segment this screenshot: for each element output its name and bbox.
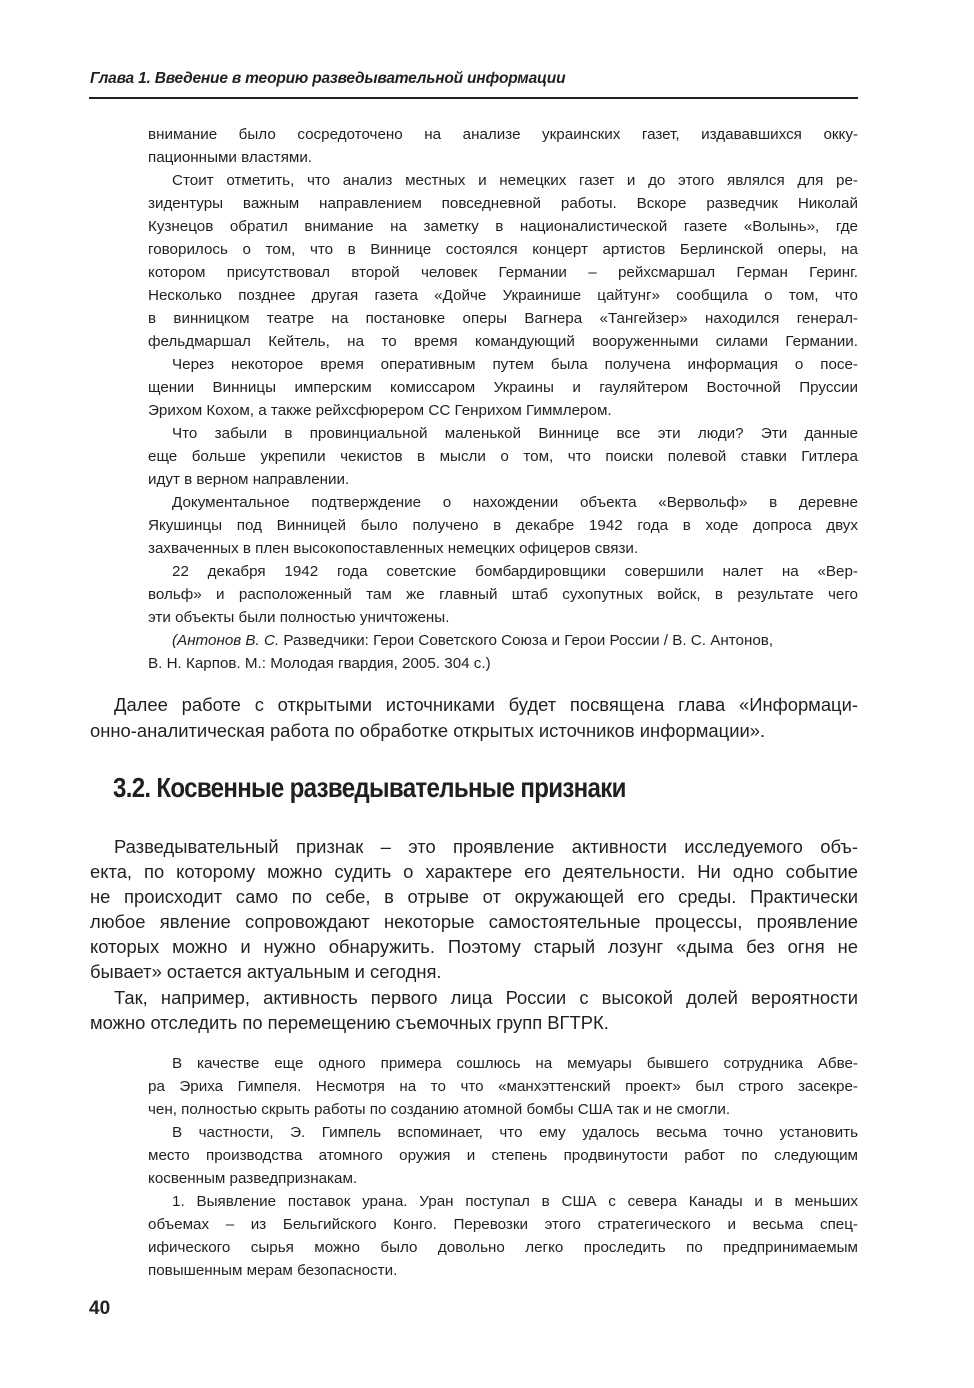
quote-line: внимание было сосредоточено на анализе украинских газет, издававшихся окку-: [148, 126, 858, 143]
quote-line: Кузнецов обратил внимание на заметку в националистической газете «Волынь», где: [148, 218, 858, 235]
quote-line: щении Винницы имперским комиссаром Украины и гауляйтером Восточной Пруссии: [148, 379, 858, 396]
page-number: 40: [89, 1298, 111, 1319]
quote-line: захваченных в плен высокопоставленных немецких офицеров связи.: [148, 540, 639, 557]
citation-author: (Антонов В. С.: [172, 632, 280, 649]
quote-line: Эрихом Кохом, а также рейхсфюрером СС Генрихом Гиммлером.: [148, 402, 612, 419]
body-line: Разведывательный признак – это проявление активности исследуемого объ-: [114, 836, 858, 857]
quote-line: место производства атомного оружия и степень продвинутости работ по следующим: [148, 1147, 858, 1164]
quote-line: пационными властями.: [148, 149, 313, 166]
quote-line: Документальное подтверждение о нахождении объекта «Вервольф» в деревне: [172, 494, 858, 511]
quote-line: В частности, Э. Гимпель вспоминает, что ему удалось весьма точно установить: [172, 1124, 858, 1141]
quote-line: зидентуры важным направлением повседневной работы. Вскоре разведчик Николай: [148, 195, 858, 212]
quote-line: Через некоторое время оперативным путем была получена информация о посе-: [172, 356, 858, 373]
citation-title: Разведчики: Герои Советского Союза и Герои России / В. С. Антонов,: [279, 632, 774, 649]
body-line: которых можно и нужно обнаружить. Поэтому старый лозунг «дыма без огня не: [90, 936, 858, 957]
body-line: екта, по которому можно судить о характере его деятельности. Ни одно событие: [90, 861, 858, 882]
body-line: можно отследить по перемещению съемочных групп ВГТРК.: [90, 1012, 609, 1033]
body-line: не происходит само по себе, в отрыве от окружающей его среды. Практически: [90, 886, 858, 907]
quote-line: В качестве еще одного примера сошлюсь на мемуары бывшего сотрудника Абве-: [172, 1055, 858, 1072]
quote-line: Стоит отметить, что анализ местных и немецких газет и до этого являлся для ре-: [172, 172, 858, 189]
citation-line: [172, 632, 858, 649]
list-item-line: 1. Выявление поставок урана. Уран поступал в США с севера Канады и в меньших: [172, 1193, 858, 1210]
body-line: Далее работе с открытыми источниками будет посвящена глава «Информаци-: [114, 694, 858, 715]
quote-line: вольф» и расположенный там же главный штаб сухопутных войск, в результате чего: [148, 586, 858, 603]
quote-line: чен, полностью скрыть работы по созданию атомной бомбы США так и не смогли.: [148, 1101, 731, 1118]
quote-line: котором присутствовал второй человек Германии – рейхсмаршал Герман Геринг.: [148, 264, 858, 281]
quote-line: в винницком театре на постановке оперы Вагнера «Тангейзер» находился генерал-: [148, 310, 858, 327]
quote-line: Что забыли в провинциальной маленькой Виннице все эти люди? Эти данные: [172, 425, 858, 442]
section-heading: 3.2. Косвенные разведывательные признаки: [113, 772, 626, 803]
quote-line: 22 декабря 1942 года советские бомбардировщики совершили налет на «Вер-: [172, 563, 858, 580]
body-line: любое явление сопровождают некоторые самостоятельные процессы, проявление: [90, 911, 858, 932]
quote-line: косвенным разведпризнакам.: [148, 1170, 358, 1187]
quote-line: говорилось о том, что в Виннице состоялся концерт артистов Берлинской оперы, на: [148, 241, 858, 258]
body-line: онно-аналитическая работа по обработке открытых источников информации».: [90, 720, 766, 741]
quote-line: Якушинцы под Винницей было получено в декабре 1942 года в ходе допроса двух: [148, 517, 858, 534]
list-item-line: ифического сырья можно было довольно легко проследить по предпринимаемым: [148, 1239, 858, 1256]
quote-line: фельдмаршал Кейтель, на то время командующий вооруженными силами Германии.: [148, 333, 858, 350]
running-head: Глава 1. Введение в теорию разведывательной информации: [90, 70, 566, 87]
quote-line: ра Эриха Гимпеля. Несмотря на то что «манхэттенский проект» был строго засекре-: [148, 1078, 858, 1095]
body-line: Так, например, активность первого лица России с высокой долей вероятности: [114, 987, 858, 1008]
citation-line: В. Н. Карпов. М.: Молодая гвардия, 2005. 304 с.): [148, 655, 491, 672]
quote-line: идут в верном направлении.: [148, 471, 350, 488]
list-item-line: объемах – из Бельгийского Конго. Перевозки этого стратегического и весьма спец-: [148, 1216, 858, 1233]
quote-line: еще больше укрепили чекистов в мысли о том, что поиски полевой ставки Гитлера: [148, 448, 858, 465]
list-item-line: повышенным мерам безопасности.: [148, 1262, 398, 1279]
body-line: бывает» остается актуальным и сегодня.: [90, 961, 442, 982]
quote-line: эти объекты были полностью уничтожены.: [148, 609, 450, 626]
quote-line: Несколько позднее другая газета «Дойче Украинише цайтунг» сообщила о том, что: [148, 287, 858, 304]
header-rule: [89, 97, 858, 99]
